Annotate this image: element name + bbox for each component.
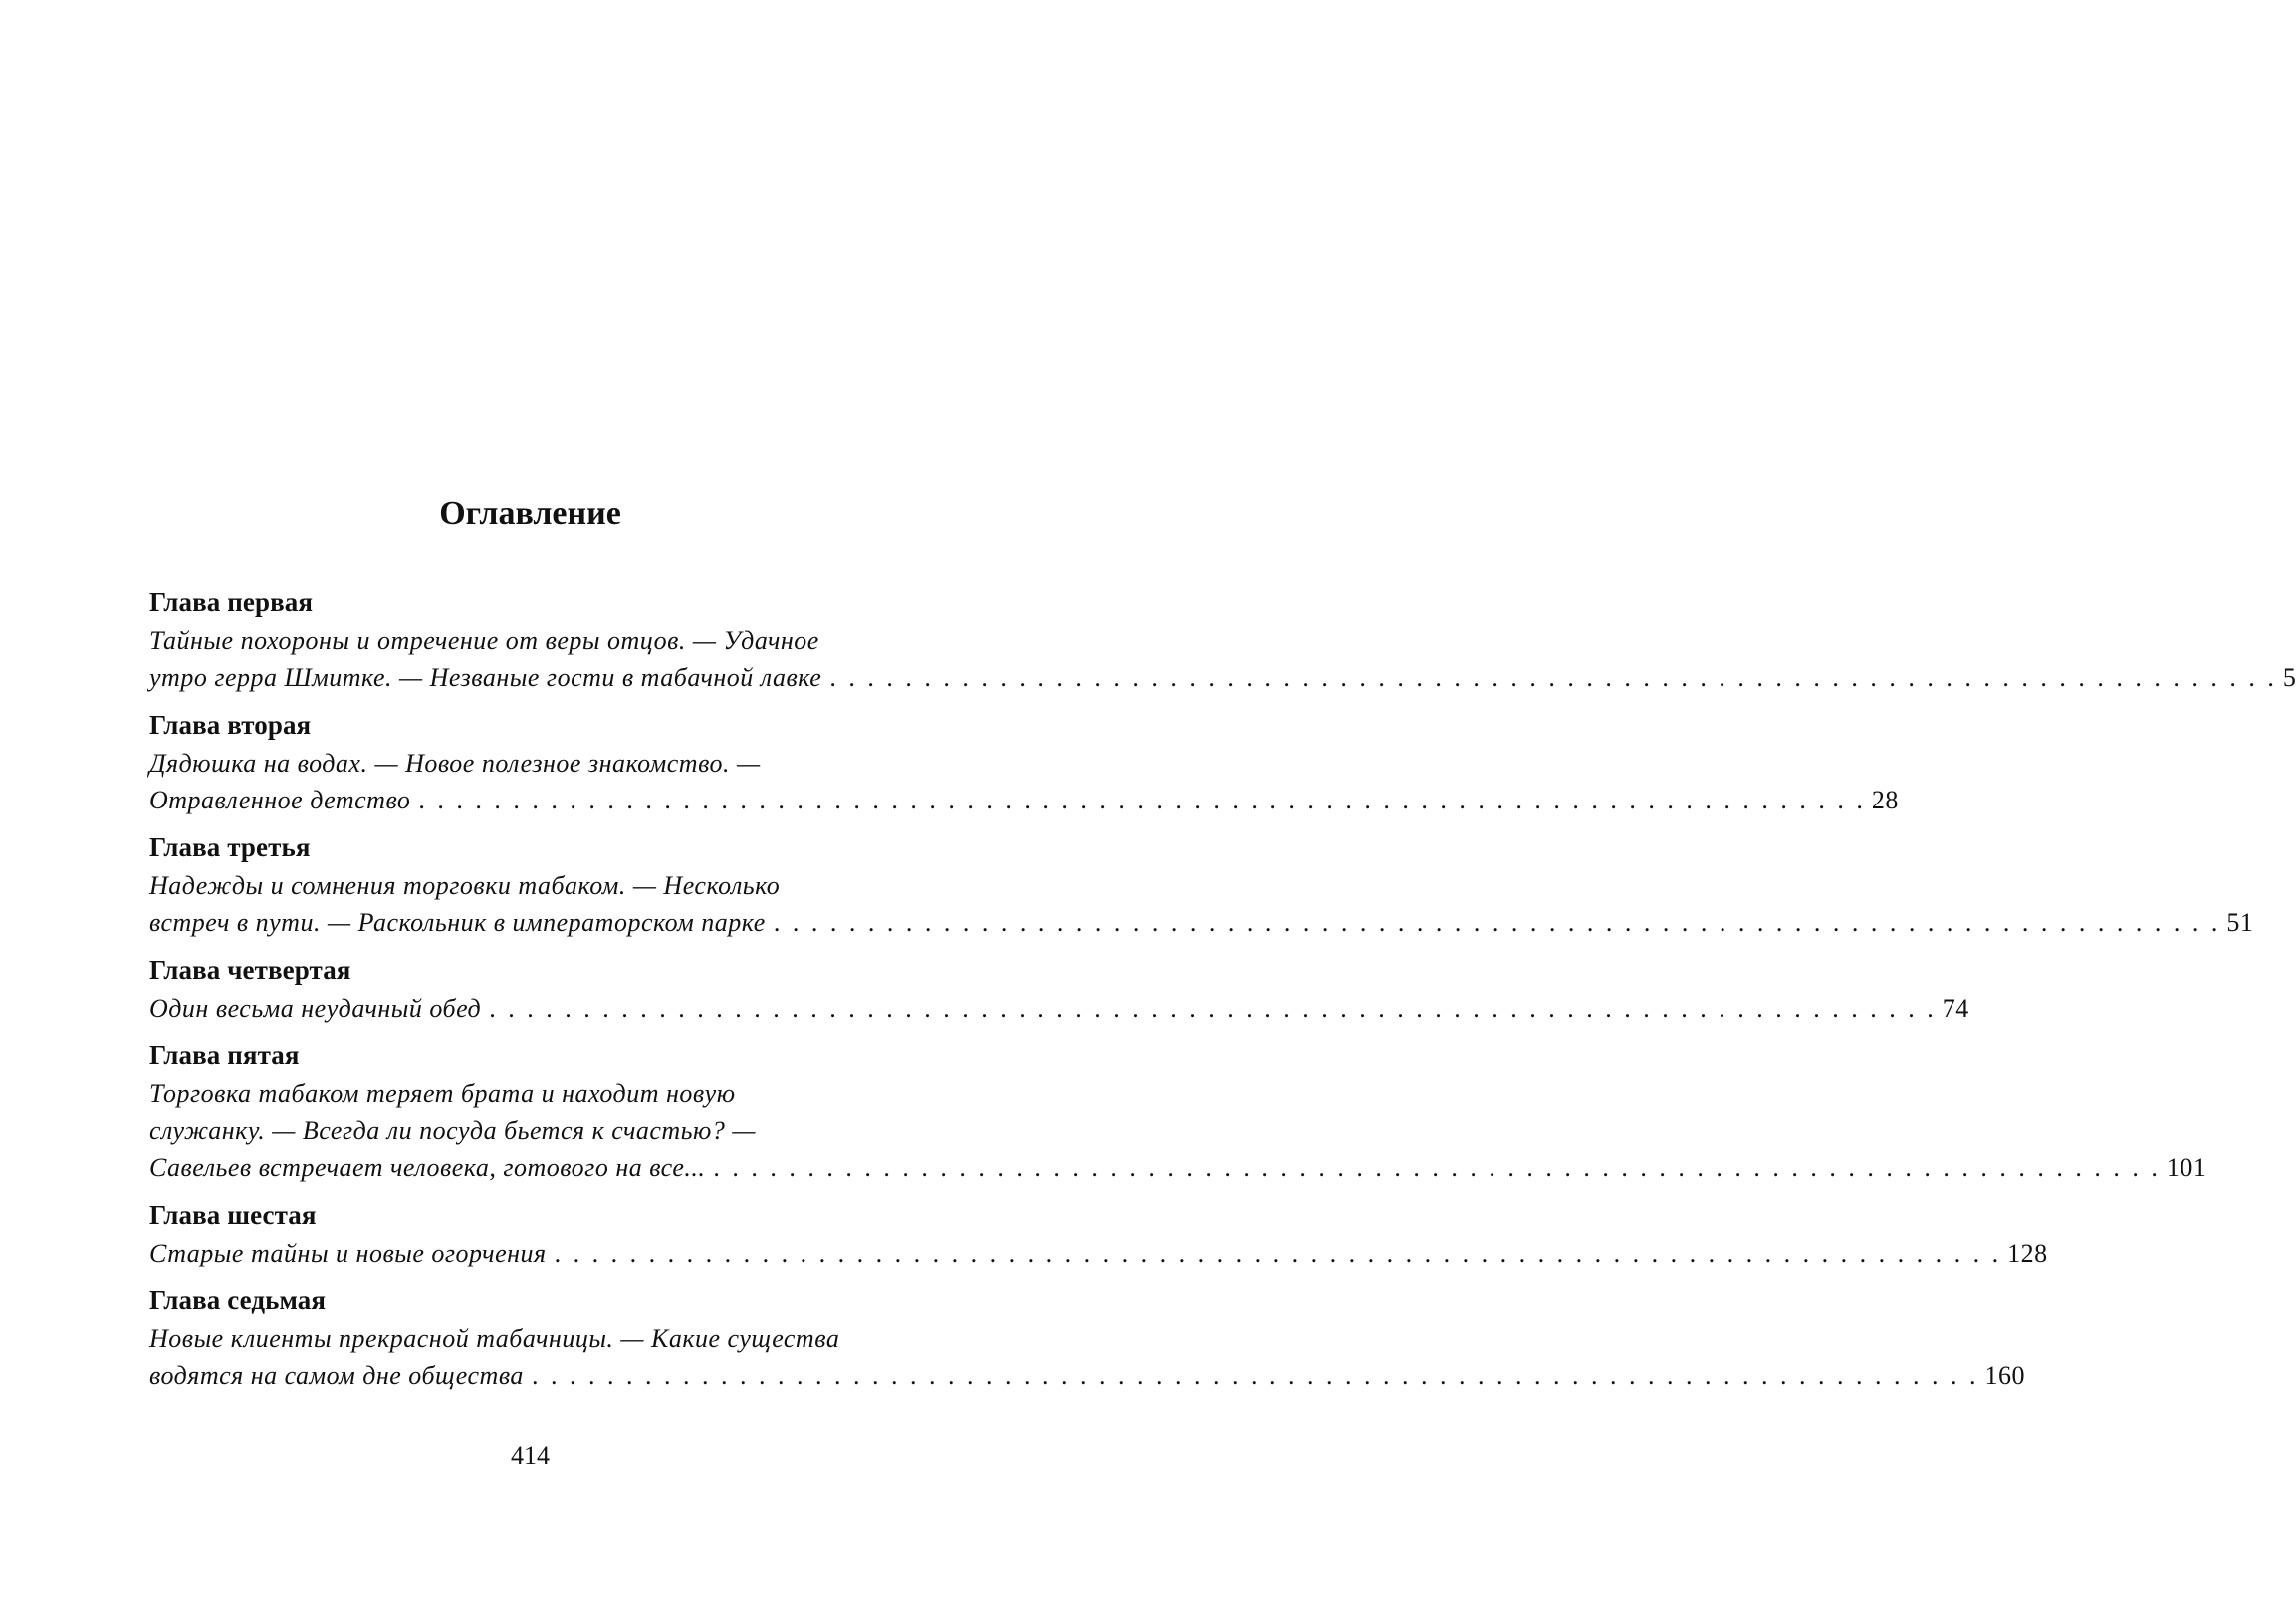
dot-leader: . . . . . . . . . . . . . . . . . . . . . . . . . . . . . . . . . . . . . . . . . . . . . . . . . . . . . . . . . . . . . . . . . . . . . . . . . . . . . xyxy=(554,1239,2002,1267)
toc-entry[interactable] xyxy=(149,710,1899,818)
dot-leader: . . . . . . . . . . . . . . . . . . . . . . . . . . . . . . . . . . . . . . . . . . . . . . . . . . . . . . . . . . . . . . . . . . . . . . . . . . . . . xyxy=(829,663,2277,692)
dot-leader: . . . . . . . . . . . . . . . . . . . . . . . . . . . . . . . . . . . . . . . . . . . . . . . . . . . . . . . . . . . . . . . . . . . . . . . . . . . . . xyxy=(489,994,1937,1023)
page-title: Оглавление xyxy=(439,495,621,532)
chapter-description-line xyxy=(149,990,1969,1027)
chapter-description-line xyxy=(149,1235,2048,1271)
chapter-title: Глава вторая xyxy=(149,710,312,740)
chapter-description-line: Тайные похороны и отречение от веры отцов. — Удачное xyxy=(149,626,819,655)
chapter-description-line xyxy=(149,659,2296,696)
table-of-contents xyxy=(149,587,2296,1408)
chapter-description-line: служанку. — Всегда ли посуда бьется к счастью? — xyxy=(149,1116,756,1145)
chapter-description-text: Отравленное детство xyxy=(149,786,411,814)
chapter-title: Глава шестая xyxy=(149,1200,317,1230)
chapter-title: Глава пятая xyxy=(149,1040,300,1070)
chapter-title: Глава четвертая xyxy=(149,955,351,985)
chapter-page-number: 28 xyxy=(1871,786,1899,814)
chapter-description-text: Савельев встречает человека, готового на все... xyxy=(149,1153,706,1182)
chapter-description-line xyxy=(149,782,1899,818)
chapter-title: Глава седьмая xyxy=(149,1285,327,1315)
chapter-description-line xyxy=(149,904,2254,941)
chapter-description-line xyxy=(149,1149,2207,1186)
toc-entry[interactable] xyxy=(149,1285,2025,1394)
chapter-title: Глава третья xyxy=(149,832,311,862)
chapter-description-line: Надежды и сомнения торговки табаком. — Несколько xyxy=(149,871,781,900)
chapter-page-number: 160 xyxy=(1984,1361,2025,1390)
toc-entry[interactable] xyxy=(149,1040,2207,1186)
page-number: 414 xyxy=(511,1441,550,1470)
chapter-page-number: 101 xyxy=(2166,1153,2207,1182)
dot-leader: . . . . . . . . . . . . . . . . . . . . . . . . . . . . . . . . . . . . . . . . . . . . . . . . . . . . . . . . . . . . . . . . . . . . . . . . . . . . . xyxy=(713,1153,2161,1182)
chapter-page-number: 74 xyxy=(1942,994,1969,1023)
chapter-description-line xyxy=(149,1357,2025,1394)
dot-leader: . . . . . . . . . . . . . . . . . . . . . . . . . . . . . . . . . . . . . . . . . . . . . . . . . . . . . . . . . . . . . . . . . . . . . . . . . . . . . xyxy=(773,908,2221,937)
chapter-description-line: Торговка табаком теряет брата и находит новую xyxy=(149,1079,736,1108)
dot-leader: . . . . . . . . . . . . . . . . . . . . . . . . . . . . . . . . . . . . . . . . . . . . . . . . . . . . . . . . . . . . . . . . . . . . . . . . . . . . . xyxy=(418,786,1866,814)
toc-entry[interactable] xyxy=(149,1200,2048,1271)
toc-entry[interactable] xyxy=(149,832,2254,941)
chapter-description-text: водятся на самом дне общества xyxy=(149,1361,524,1390)
chapter-description-text: встреч в пути. — Раскольник в императорском парке xyxy=(149,908,766,937)
toc-entry[interactable] xyxy=(149,587,2296,696)
chapter-description-text: Один весьма неудачный обед xyxy=(149,994,482,1023)
chapter-page-number: 128 xyxy=(2007,1239,2048,1267)
chapter-description-text: Старые тайны и новые огорчения xyxy=(149,1239,547,1267)
chapter-description-line: Дядюшка на водах. — Новое полезное знакомство. — xyxy=(149,749,761,778)
chapter-page-number: 51 xyxy=(2226,908,2254,937)
chapter-page-number: 5 xyxy=(2282,663,2296,692)
chapter-title: Глава первая xyxy=(149,587,314,617)
chapter-description-line: Новые клиенты прекрасной табачницы. — Какие существа xyxy=(149,1324,840,1353)
dot-leader: . . . . . . . . . . . . . . . . . . . . . . . . . . . . . . . . . . . . . . . . . . . . . . . . . . . . . . . . . . . . . . . . . . . . . . . . . . . . . xyxy=(531,1361,1979,1390)
chapter-description-text: утро герра Шмитке. — Незваные гости в табачной лавке xyxy=(149,663,822,692)
toc-entry[interactable] xyxy=(149,955,1969,1027)
